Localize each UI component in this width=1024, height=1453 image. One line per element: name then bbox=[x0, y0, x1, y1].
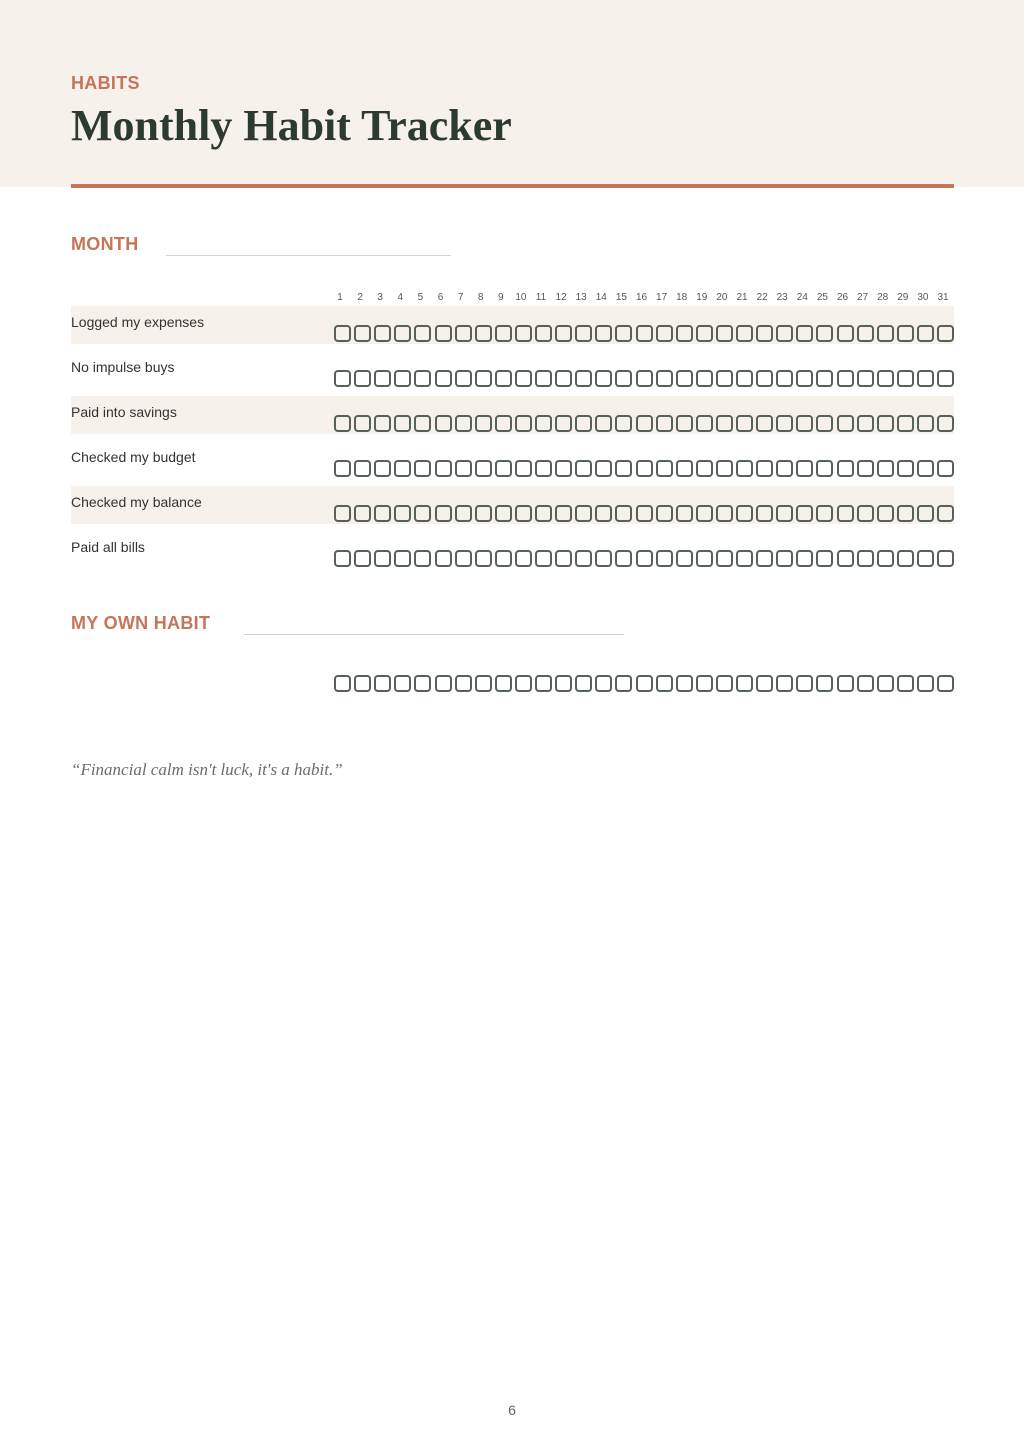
habit-day-checkbox[interactable] bbox=[374, 370, 391, 387]
habit-day-checkbox[interactable] bbox=[877, 415, 894, 432]
habit-day-checkbox[interactable] bbox=[575, 550, 592, 567]
habit-day-checkbox[interactable] bbox=[776, 325, 793, 342]
day-number: 31 bbox=[937, 292, 949, 303]
habit-label: Paid into savings bbox=[71, 404, 177, 420]
day-number: 27 bbox=[857, 292, 869, 303]
habit-day-checkbox[interactable] bbox=[636, 460, 653, 477]
day-number: 6 bbox=[437, 292, 444, 303]
habit-day-checkbox[interactable] bbox=[696, 370, 713, 387]
own-habit-day-checkbox[interactable] bbox=[455, 675, 472, 692]
habit-day-checkbox[interactable] bbox=[756, 505, 773, 522]
habit-day-checkbox[interactable] bbox=[636, 370, 653, 387]
habit-row bbox=[71, 306, 954, 344]
habit-day-checkbox[interactable] bbox=[595, 505, 612, 522]
habit-day-checkbox[interactable] bbox=[696, 325, 713, 342]
habit-day-checkbox[interactable] bbox=[555, 505, 572, 522]
day-number: 16 bbox=[635, 292, 648, 303]
habit-day-checkbox[interactable] bbox=[414, 550, 431, 567]
habit-checkboxes bbox=[332, 550, 954, 566]
habit-day-checkbox[interactable] bbox=[696, 415, 713, 432]
habit-day-checkbox[interactable] bbox=[615, 460, 632, 477]
habit-day-checkbox[interactable] bbox=[656, 505, 673, 522]
habit-day-checkbox[interactable] bbox=[656, 550, 673, 567]
habit-day-checkbox[interactable] bbox=[736, 505, 753, 522]
day-number: 28 bbox=[877, 292, 889, 303]
habit-day-checkbox[interactable] bbox=[676, 460, 693, 477]
own-habit-day-checkbox[interactable] bbox=[475, 675, 492, 692]
habit-day-checkbox[interactable] bbox=[435, 370, 452, 387]
day-number: 18 bbox=[676, 292, 688, 303]
habit-day-checkbox[interactable] bbox=[575, 460, 592, 477]
habit-day-checkbox[interactable] bbox=[354, 550, 371, 567]
own-habit-day-checkbox[interactable] bbox=[776, 675, 793, 692]
day-number: 24 bbox=[796, 292, 808, 303]
habit-day-checkbox[interactable] bbox=[897, 415, 914, 432]
habit-day-checkbox[interactable] bbox=[495, 370, 512, 387]
habit-day-checkbox[interactable] bbox=[394, 370, 411, 387]
habit-day-checkbox[interactable] bbox=[857, 505, 874, 522]
day-number: 25 bbox=[816, 292, 828, 303]
habit-day-checkbox[interactable] bbox=[374, 550, 391, 567]
habit-day-checkbox[interactable] bbox=[837, 505, 854, 522]
habit-day-checkbox[interactable] bbox=[756, 550, 773, 567]
header-divider bbox=[71, 184, 954, 188]
habit-day-checkbox[interactable] bbox=[575, 415, 592, 432]
habit-day-checkbox[interactable] bbox=[475, 460, 492, 477]
day-number: 23 bbox=[776, 292, 788, 303]
habit-day-checkbox[interactable] bbox=[394, 415, 411, 432]
day-number: 20 bbox=[716, 292, 728, 303]
habit-day-checkbox[interactable] bbox=[796, 370, 813, 387]
own-habit-input-line[interactable] bbox=[244, 634, 624, 635]
day-number: 19 bbox=[696, 292, 708, 303]
own-habit-day-checkbox[interactable] bbox=[937, 675, 954, 692]
habit-day-checkbox[interactable] bbox=[455, 370, 472, 387]
habit-day-checkbox[interactable] bbox=[676, 370, 693, 387]
own-habit-day-checkbox[interactable] bbox=[756, 675, 773, 692]
habit-day-checkbox[interactable] bbox=[515, 505, 532, 522]
habit-day-checkbox[interactable] bbox=[837, 325, 854, 342]
habit-day-checkbox[interactable] bbox=[816, 460, 833, 477]
habit-day-checkbox[interactable] bbox=[716, 415, 733, 432]
habit-day-checkbox[interactable] bbox=[334, 370, 351, 387]
day-number: 9 bbox=[498, 292, 504, 303]
habit-day-checkbox[interactable] bbox=[334, 325, 351, 342]
habit-day-checkbox[interactable] bbox=[615, 370, 632, 387]
habit-day-checkbox[interactable] bbox=[877, 550, 894, 567]
habit-day-checkbox[interactable] bbox=[837, 415, 854, 432]
own-habit-day-checkbox[interactable] bbox=[816, 675, 833, 692]
habit-day-checkbox[interactable] bbox=[414, 325, 431, 342]
habit-day-checkbox[interactable] bbox=[334, 415, 351, 432]
habit-day-checkbox[interactable] bbox=[776, 370, 793, 387]
habit-day-checkbox[interactable] bbox=[435, 415, 452, 432]
habit-checkboxes bbox=[332, 370, 954, 386]
own-habit-day-checkbox[interactable] bbox=[555, 675, 572, 692]
day-number: 12 bbox=[555, 292, 567, 303]
habit-day-checkbox[interactable] bbox=[374, 325, 391, 342]
habit-day-checkbox[interactable] bbox=[816, 550, 833, 567]
habit-day-checkbox[interactable] bbox=[475, 325, 492, 342]
habit-day-checkbox[interactable] bbox=[455, 415, 472, 432]
habit-day-checkbox[interactable] bbox=[636, 325, 653, 342]
own-habit-day-checkbox[interactable] bbox=[736, 675, 753, 692]
habit-day-checkbox[interactable] bbox=[455, 550, 472, 567]
habit-day-checkbox[interactable] bbox=[475, 370, 492, 387]
habit-day-checkbox[interactable] bbox=[676, 325, 693, 342]
habit-day-checkbox[interactable] bbox=[837, 550, 854, 567]
own-habit-day-checkbox[interactable] bbox=[837, 675, 854, 692]
habit-day-checkbox[interactable] bbox=[354, 460, 371, 477]
habit-day-checkbox[interactable] bbox=[776, 460, 793, 477]
habit-day-checkbox[interactable] bbox=[555, 415, 572, 432]
habit-day-checkbox[interactable] bbox=[435, 505, 452, 522]
page-title: Monthly Habit Tracker bbox=[71, 101, 512, 150]
habit-day-checkbox[interactable] bbox=[414, 415, 431, 432]
habit-day-checkbox[interactable] bbox=[555, 550, 572, 567]
habit-day-checkbox[interactable] bbox=[937, 550, 954, 567]
own-habit-day-checkbox[interactable] bbox=[414, 675, 431, 692]
habit-day-checkbox[interactable] bbox=[595, 550, 612, 567]
habit-day-checkbox[interactable] bbox=[917, 415, 934, 432]
habit-day-checkbox[interactable] bbox=[877, 370, 894, 387]
own-habit-day-checkbox[interactable] bbox=[495, 675, 512, 692]
habit-day-checkbox[interactable] bbox=[776, 550, 793, 567]
habit-day-checkbox[interactable] bbox=[495, 415, 512, 432]
day-number: 10 bbox=[515, 292, 527, 303]
habit-day-checkbox[interactable] bbox=[394, 505, 411, 522]
habit-day-checkbox[interactable] bbox=[515, 460, 532, 477]
day-number: 13 bbox=[575, 292, 587, 303]
habit-day-checkbox[interactable] bbox=[857, 325, 874, 342]
habit-day-checkbox[interactable] bbox=[455, 325, 472, 342]
own-habit-day-checkbox[interactable] bbox=[334, 675, 351, 692]
habit-day-checkbox[interactable] bbox=[455, 505, 472, 522]
quote: “Financial calm isn't luck, it's a habit.” bbox=[71, 760, 343, 779]
habit-day-checkbox[interactable] bbox=[796, 505, 813, 522]
own-habit-day-checkbox[interactable] bbox=[917, 675, 934, 692]
habit-day-checkbox[interactable] bbox=[595, 325, 612, 342]
habit-day-checkbox[interactable] bbox=[796, 460, 813, 477]
habit-row bbox=[71, 486, 954, 524]
habit-day-checkbox[interactable] bbox=[575, 370, 592, 387]
habit-day-checkbox[interactable] bbox=[857, 370, 874, 387]
day-number: 17 bbox=[656, 292, 668, 303]
own-habit-day-checkbox[interactable] bbox=[656, 675, 673, 692]
habit-day-checkbox[interactable] bbox=[595, 415, 612, 432]
habit-checkboxes bbox=[332, 415, 954, 431]
habit-day-checkbox[interactable] bbox=[414, 505, 431, 522]
own-habit-day-checkbox[interactable] bbox=[636, 675, 653, 692]
own-habit-day-checkbox[interactable] bbox=[575, 675, 592, 692]
habit-day-checkbox[interactable] bbox=[937, 370, 954, 387]
habit-day-checkbox[interactable] bbox=[776, 415, 793, 432]
own-habit-day-checkbox[interactable] bbox=[857, 675, 874, 692]
habit-day-checkbox[interactable] bbox=[877, 460, 894, 477]
habit-day-checkbox[interactable] bbox=[696, 460, 713, 477]
habit-day-checkbox[interactable] bbox=[535, 505, 552, 522]
habit-day-checkbox[interactable] bbox=[515, 370, 532, 387]
habit-day-checkbox[interactable] bbox=[656, 415, 673, 432]
habit-day-checkbox[interactable] bbox=[374, 415, 391, 432]
own-habit-day-checkbox[interactable] bbox=[676, 675, 693, 692]
habit-day-checkbox[interactable] bbox=[756, 460, 773, 477]
habit-day-checkbox[interactable] bbox=[676, 505, 693, 522]
own-habit-day-checkbox[interactable] bbox=[696, 675, 713, 692]
habit-day-checkbox[interactable] bbox=[837, 370, 854, 387]
habit-day-checkbox[interactable] bbox=[716, 325, 733, 342]
day-number: 1 bbox=[337, 292, 343, 303]
habit-day-checkbox[interactable] bbox=[656, 370, 673, 387]
habit-row bbox=[71, 351, 954, 389]
own-habit-day-checkbox[interactable] bbox=[595, 675, 612, 692]
day-number: 11 bbox=[535, 292, 547, 303]
habit-day-checkbox[interactable] bbox=[696, 550, 713, 567]
own-habit-day-checkbox[interactable] bbox=[897, 675, 914, 692]
habit-day-checkbox[interactable] bbox=[535, 460, 552, 477]
habit-day-checkbox[interactable] bbox=[736, 415, 753, 432]
habit-day-checkbox[interactable] bbox=[756, 415, 773, 432]
habit-day-checkbox[interactable] bbox=[334, 550, 351, 567]
habit-day-checkbox[interactable] bbox=[877, 325, 894, 342]
habit-day-checkbox[interactable] bbox=[495, 550, 512, 567]
day-number: 7 bbox=[457, 292, 464, 303]
habit-day-checkbox[interactable] bbox=[857, 460, 874, 477]
day-number: 2 bbox=[357, 292, 363, 303]
habit-day-checkbox[interactable] bbox=[816, 505, 833, 522]
habit-day-checkbox[interactable] bbox=[334, 460, 351, 477]
habit-day-checkbox[interactable] bbox=[837, 460, 854, 477]
habit-day-checkbox[interactable] bbox=[716, 550, 733, 567]
habit-day-checkbox[interactable] bbox=[374, 460, 391, 477]
habit-day-checkbox[interactable] bbox=[354, 415, 371, 432]
day-number: 22 bbox=[756, 292, 768, 303]
habit-day-checkbox[interactable] bbox=[555, 370, 572, 387]
own-habit-label: MY OWN HABIT bbox=[71, 613, 211, 633]
habit-day-checkbox[interactable] bbox=[897, 325, 914, 342]
habit-day-checkbox[interactable] bbox=[515, 325, 532, 342]
habit-day-checkbox[interactable] bbox=[354, 370, 371, 387]
habit-day-checkbox[interactable] bbox=[615, 550, 632, 567]
day-number: 8 bbox=[477, 292, 484, 303]
habit-day-checkbox[interactable] bbox=[535, 370, 552, 387]
habit-day-checkbox[interactable] bbox=[736, 550, 753, 567]
habit-day-checkbox[interactable] bbox=[756, 325, 773, 342]
habit-day-checkbox[interactable] bbox=[595, 460, 612, 477]
habit-day-checkbox[interactable] bbox=[515, 415, 532, 432]
habit-day-checkbox[interactable] bbox=[475, 505, 492, 522]
habit-day-checkbox[interactable] bbox=[656, 325, 673, 342]
habit-day-checkbox[interactable] bbox=[877, 505, 894, 522]
habit-day-checkbox[interactable] bbox=[897, 505, 914, 522]
habit-day-checkbox[interactable] bbox=[937, 325, 954, 342]
habit-day-checkbox[interactable] bbox=[636, 415, 653, 432]
habit-day-checkbox[interactable] bbox=[555, 460, 572, 477]
habit-checkboxes bbox=[332, 505, 954, 521]
own-habit-day-checkbox[interactable] bbox=[716, 675, 733, 692]
habit-day-checkbox[interactable] bbox=[495, 460, 512, 477]
habit-day-checkbox[interactable] bbox=[897, 370, 914, 387]
habit-day-checkbox[interactable] bbox=[374, 505, 391, 522]
own-habit-day-checkbox[interactable] bbox=[877, 675, 894, 692]
section-eyebrow: HABITS bbox=[71, 73, 140, 93]
own-habit-day-checkbox[interactable] bbox=[515, 675, 532, 692]
day-number: 5 bbox=[417, 292, 424, 303]
habit-day-checkbox[interactable] bbox=[535, 550, 552, 567]
habit-day-checkbox[interactable] bbox=[756, 370, 773, 387]
habit-day-checkbox[interactable] bbox=[636, 550, 653, 567]
own-habit-day-checkbox[interactable] bbox=[394, 675, 411, 692]
own-habit-day-checkbox[interactable] bbox=[374, 675, 391, 692]
habit-label: Checked my balance bbox=[71, 494, 202, 510]
habit-day-checkbox[interactable] bbox=[435, 325, 452, 342]
day-number: 4 bbox=[397, 292, 404, 303]
habit-day-checkbox[interactable] bbox=[857, 415, 874, 432]
habit-day-checkbox[interactable] bbox=[535, 415, 552, 432]
habit-day-checkbox[interactable] bbox=[736, 325, 753, 342]
habit-day-checkbox[interactable] bbox=[696, 505, 713, 522]
habit-day-checkbox[interactable] bbox=[595, 370, 612, 387]
habit-day-checkbox[interactable] bbox=[435, 550, 452, 567]
habit-day-checkbox[interactable] bbox=[676, 550, 693, 567]
day-number: 29 bbox=[897, 292, 909, 303]
habit-day-checkbox[interactable] bbox=[535, 325, 552, 342]
own-habit-day-checkbox[interactable] bbox=[796, 675, 813, 692]
day-number: 21 bbox=[736, 292, 748, 303]
habit-day-checkbox[interactable] bbox=[354, 325, 371, 342]
habit-day-checkbox[interactable] bbox=[736, 370, 753, 387]
habit-day-checkbox[interactable] bbox=[857, 550, 874, 567]
habit-day-checkbox[interactable] bbox=[917, 505, 934, 522]
habit-day-checkbox[interactable] bbox=[816, 415, 833, 432]
habit-day-checkbox[interactable] bbox=[676, 415, 693, 432]
habit-day-checkbox[interactable] bbox=[334, 505, 351, 522]
own-habit-checkboxes bbox=[332, 675, 954, 691]
own-habit-day-checkbox[interactable] bbox=[615, 675, 632, 692]
habit-day-checkbox[interactable] bbox=[475, 550, 492, 567]
habit-day-checkbox[interactable] bbox=[615, 325, 632, 342]
habit-day-checkbox[interactable] bbox=[615, 415, 632, 432]
habit-day-checkbox[interactable] bbox=[615, 505, 632, 522]
month-label: MONTH bbox=[71, 234, 139, 254]
own-habit-day-checkbox[interactable] bbox=[354, 675, 371, 692]
habit-day-checkbox[interactable] bbox=[897, 460, 914, 477]
habit-day-checkbox[interactable] bbox=[435, 460, 452, 477]
habit-day-checkbox[interactable] bbox=[776, 505, 793, 522]
page-header bbox=[0, 0, 1024, 187]
habit-day-checkbox[interactable] bbox=[816, 325, 833, 342]
habit-day-checkbox[interactable] bbox=[555, 325, 572, 342]
habit-day-checkbox[interactable] bbox=[816, 370, 833, 387]
habit-day-checkbox[interactable] bbox=[796, 325, 813, 342]
day-number: 15 bbox=[615, 292, 627, 303]
habit-day-checkbox[interactable] bbox=[917, 460, 934, 477]
habit-label: Logged my expenses bbox=[71, 314, 205, 330]
habit-day-checkbox[interactable] bbox=[937, 415, 954, 432]
own-habit-day-checkbox[interactable] bbox=[435, 675, 452, 692]
habit-day-checkbox[interactable] bbox=[575, 325, 592, 342]
page-number: 6 bbox=[508, 1402, 516, 1418]
habit-day-checkbox[interactable] bbox=[716, 460, 733, 477]
habit-day-checkbox[interactable] bbox=[716, 370, 733, 387]
habit-row bbox=[71, 396, 954, 434]
habit-day-checkbox[interactable] bbox=[414, 370, 431, 387]
habit-day-checkbox[interactable] bbox=[937, 505, 954, 522]
day-number-header bbox=[330, 292, 954, 306]
habit-day-checkbox[interactable] bbox=[495, 325, 512, 342]
habit-day-checkbox[interactable] bbox=[897, 550, 914, 567]
habit-row bbox=[71, 441, 954, 479]
habit-day-checkbox[interactable] bbox=[917, 550, 934, 567]
habit-day-checkbox[interactable] bbox=[796, 415, 813, 432]
habit-day-checkbox[interactable] bbox=[736, 460, 753, 477]
habit-day-checkbox[interactable] bbox=[414, 460, 431, 477]
day-number: 3 bbox=[377, 292, 383, 303]
habit-day-checkbox[interactable] bbox=[515, 550, 532, 567]
habit-day-checkbox[interactable] bbox=[917, 325, 934, 342]
habit-day-checkbox[interactable] bbox=[575, 505, 592, 522]
habit-label: Checked my budget bbox=[71, 449, 196, 465]
habit-day-checkbox[interactable] bbox=[656, 460, 673, 477]
day-number: 30 bbox=[917, 292, 929, 303]
habit-day-checkbox[interactable] bbox=[394, 325, 411, 342]
habit-day-checkbox[interactable] bbox=[495, 505, 512, 522]
habit-day-checkbox[interactable] bbox=[716, 505, 733, 522]
habit-day-checkbox[interactable] bbox=[394, 550, 411, 567]
own-habit-row bbox=[71, 656, 954, 694]
day-number: 14 bbox=[595, 292, 607, 303]
day-number: 26 bbox=[836, 292, 849, 303]
own-habit-day-checkbox[interactable] bbox=[535, 675, 552, 692]
habit-day-checkbox[interactable] bbox=[455, 460, 472, 477]
habit-checkboxes bbox=[332, 460, 954, 476]
habit-day-checkbox[interactable] bbox=[937, 460, 954, 477]
habit-label: No impulse buys bbox=[71, 359, 175, 375]
habit-day-checkbox[interactable] bbox=[475, 415, 492, 432]
habit-day-checkbox[interactable] bbox=[636, 505, 653, 522]
habit-checkboxes bbox=[332, 325, 954, 341]
habit-label: Paid all bills bbox=[71, 539, 145, 555]
month-input-line[interactable] bbox=[166, 255, 451, 256]
habit-day-checkbox[interactable] bbox=[394, 460, 411, 477]
habit-day-checkbox[interactable] bbox=[917, 370, 934, 387]
habit-day-checkbox[interactable] bbox=[796, 550, 813, 567]
habit-day-checkbox[interactable] bbox=[354, 505, 371, 522]
habit-row bbox=[71, 531, 954, 569]
